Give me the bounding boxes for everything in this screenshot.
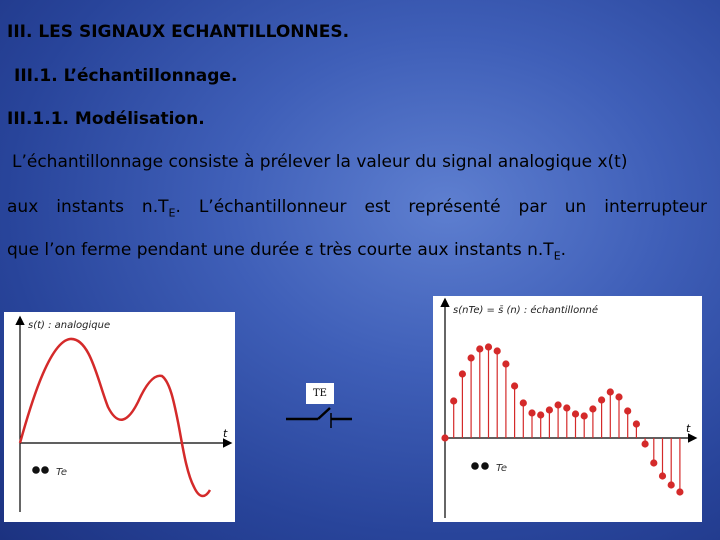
subheading: III.1. L’échantillonnage. (14, 66, 238, 86)
sampled-title: s(nTe) = s̄ (n) : échantillonné (453, 305, 599, 316)
sample-point (589, 405, 596, 412)
sample-point (450, 397, 457, 404)
analog-legend-label: Te (56, 467, 68, 478)
sample-point (607, 388, 614, 395)
analog-axis-t-label: t (223, 427, 228, 440)
sample-point (581, 412, 588, 419)
paragraph-line-2-sub: E (168, 206, 176, 220)
subsubheading: III.1.1. Modélisation. (7, 109, 205, 129)
analog-signal-curve (20, 339, 210, 496)
paragraph-line-2 (7, 197, 707, 219)
switch-label-box (306, 383, 334, 404)
sample-point (468, 354, 475, 361)
sampled-legend-dot-1 (471, 462, 479, 470)
switch-label: TE (313, 388, 327, 399)
paragraph-line-2-a: aux instants n.T (7, 197, 169, 217)
sample-point (511, 382, 518, 389)
sample-point (441, 434, 448, 441)
sample-point (494, 347, 501, 354)
paragraph-line-3-b: . (560, 240, 567, 260)
sample-point (650, 459, 657, 466)
sample-point (546, 406, 553, 413)
sample-point (476, 345, 483, 352)
sample-point (668, 481, 675, 488)
heading: III. LES SIGNAUX ECHANTILLONNES. (7, 22, 350, 42)
paragraph-line-1: L’échantillonnage consiste à prélever la valeur du signal analogique x(t) (12, 152, 628, 172)
sample-point (624, 407, 631, 414)
paragraph-line-2-b: . L’échantillonneur est représenté par un interrupteur (175, 197, 707, 217)
switch-symbol (284, 404, 354, 430)
sampled-legend-label: Te (496, 463, 508, 474)
sample-point (502, 360, 509, 367)
analog-legend-dot-1 (32, 466, 40, 474)
analog-legend-dot-2 (41, 466, 49, 474)
analog-title: s(t) : analogique (28, 320, 111, 331)
sampled-signal-figure (433, 296, 702, 522)
sample-point (676, 488, 683, 495)
sample-point (528, 409, 535, 416)
sampled-legend-dot-2 (481, 462, 489, 470)
sample-point (598, 396, 605, 403)
sample-point (572, 410, 579, 417)
paragraph-line-3 (7, 240, 566, 262)
sample-point (615, 393, 622, 400)
sample-point (555, 401, 562, 408)
analog-signal-figure (4, 312, 235, 522)
sample-point (659, 472, 666, 479)
sample-point (537, 411, 544, 418)
sample-point (642, 440, 649, 447)
sample-point (633, 420, 640, 427)
paragraph-line-3-a: que l’on ferme pendant une durée ε très courte aux instants n.T (7, 240, 554, 260)
sample-point (563, 404, 570, 411)
sampled-axis-t-label: t (686, 422, 691, 435)
sample-point (520, 399, 527, 406)
sample-point (459, 370, 466, 377)
sample-point (485, 343, 492, 350)
paragraph-line-3-sub: E (553, 249, 561, 263)
